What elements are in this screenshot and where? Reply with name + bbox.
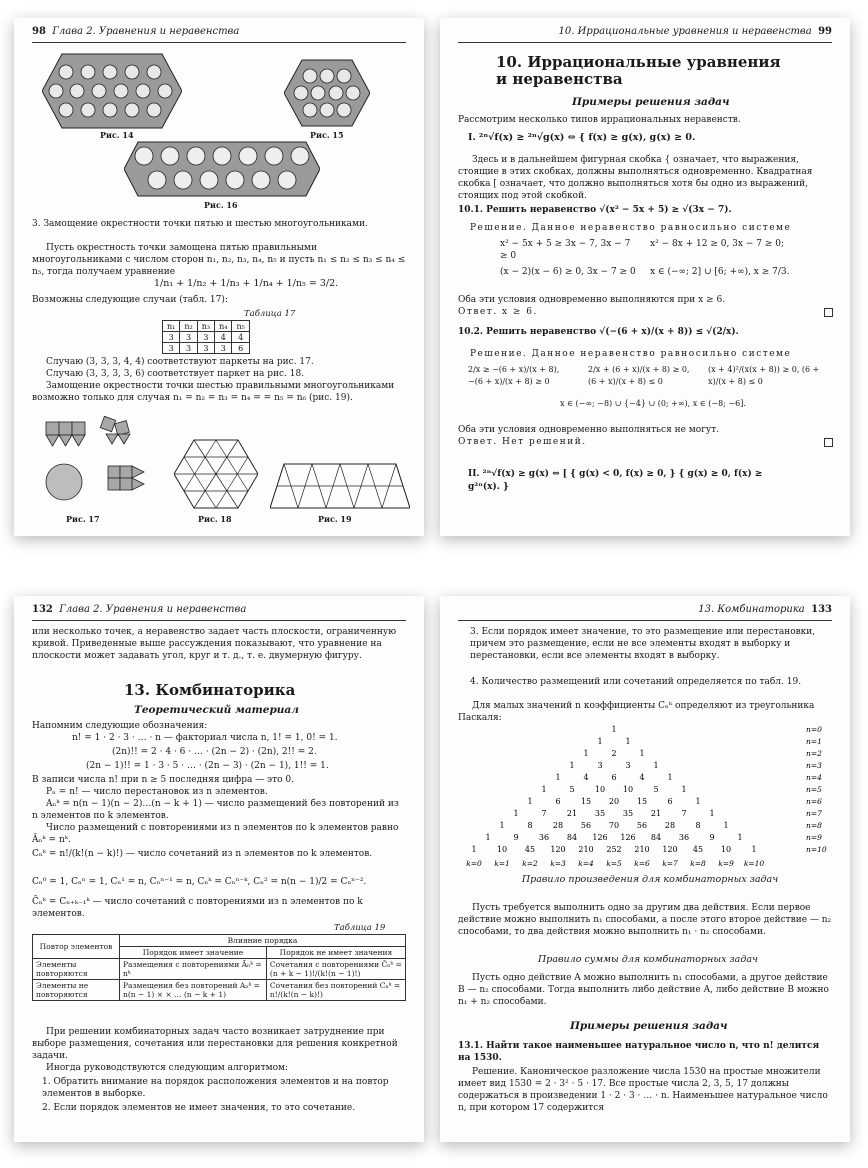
table-header-row [163, 321, 250, 332]
pascal-value: 1 [611, 725, 617, 734]
table-caption: Таблица 19 [334, 923, 386, 933]
pascal-value: 15 [580, 797, 592, 806]
pascal-value: 28 [664, 821, 676, 830]
page-number: 132 [32, 604, 53, 615]
table-cell: Сочетания с повторениями C̄ₙᵏ = (n + k − 1)!/(k!(n − 1)!) [266, 959, 405, 980]
pascal-column-label: k=10 [743, 859, 765, 868]
paragraph: Случаю (3, 3, 3, 4, 4) соответствуют паркеты на рис. 17. [46, 357, 314, 367]
pascal-value: 4 [583, 773, 589, 782]
paragraph: 3. Замощение окрестности точки пятью и шестью многоугольниками. [32, 219, 368, 229]
pascal-row-label: n=5 [806, 785, 822, 794]
pascal-row-label: n=8 [806, 821, 822, 830]
answer: Ответ. x ≥ 6. [458, 307, 538, 317]
chapter-title: 13. Комбинаторика [698, 604, 805, 615]
paragraph: Оба эти условия одновременно выполняются при x ≥ 6. [458, 295, 726, 305]
pascal-value: 8 [695, 821, 701, 830]
pascal-value: 1 [709, 809, 715, 818]
pascal-row-label: n=7 [806, 809, 822, 818]
table-cell: 3 [215, 343, 232, 354]
pascal-value: 6 [555, 797, 561, 806]
pascal-column-label: k=4 [578, 859, 594, 868]
pascal-row-label: n=2 [806, 749, 822, 758]
pascal-column-label: k=6 [634, 859, 650, 868]
figure-16-caption: Рис. 16 [204, 200, 238, 210]
subsection-title: Правило произведения для комбинаторных задач [521, 874, 779, 885]
subsection-title: Теоретический материал [134, 704, 299, 716]
system-step: (x + 4)²/(x(x + 8)) ≥ 0, (6 + x)/(x + 8) ≤ 0 [708, 365, 820, 386]
table-header-cell: Порядок не имеет значения [266, 947, 405, 959]
pascal-value: 1 [597, 737, 603, 746]
pascal-value: 1 [625, 737, 631, 746]
section-title: 10. Иррациональные уравнения и неравенства [496, 53, 781, 88]
pascal-value: 5 [569, 785, 575, 794]
pascal-value: 126 [620, 833, 636, 842]
pascal-value: 70 [608, 821, 620, 830]
page-133 [440, 596, 850, 1142]
paragraph: Pₙ = n! — число перестановок из n элементов. [46, 787, 268, 797]
pascal-column-label: k=8 [690, 859, 706, 868]
formula-type-I: I. ²ⁿ√f(x) ≥ ²ⁿ√g(x) ⇔ { f(x) ≥ g(x), g(x) ≥ 0. [468, 132, 696, 143]
figure-16-tiling [124, 140, 320, 198]
paragraph: В записи числа n! при n ≥ 5 последняя цифра — это 0. [32, 775, 294, 785]
end-of-proof-icon [824, 438, 833, 447]
pascal-value: 1 [471, 845, 477, 854]
page-header [458, 604, 832, 621]
figure-17-tiling [42, 416, 160, 508]
pascal-value: 1 [541, 785, 547, 794]
pascal-column-label: k=0 [466, 859, 482, 868]
pascal-value: 6 [667, 797, 673, 806]
pascal-value: 84 [650, 833, 662, 842]
paragraph: Оба эти условия одновременно выполняться не могут. [458, 425, 720, 435]
pascal-row-label: n=10 [806, 845, 827, 854]
page-132 [14, 596, 424, 1142]
table-header-cell: n₂ [180, 321, 197, 332]
paragraph: Здесь и в дальнейшем фигурная скобка { означает, что выражения, стоящие в этих скобках, должны выполняться одновременно. Квадратная скобка [ означает, что должно выполняться хотя бы одно из выражений, стоящих под этой скобкой. [458, 155, 813, 201]
pascal-value: 9 [709, 833, 715, 842]
pascal-triangle [454, 724, 834, 868]
pascal-value: 252 [606, 845, 622, 854]
pascal-value: 20 [608, 797, 620, 806]
pascal-row-label: n=3 [806, 761, 822, 770]
pascal-value: 1 [667, 773, 673, 782]
table-cell: 3 [180, 343, 197, 354]
paragraph: Решение. Каноническое разложение числа 1530 на простые множители имеет вид 1530 = 2 · 3² · 5 · 17. Все простые числа 2, 3, 5, 17 должны содержаться в произведении 1 · 2 · 3 · … · n. Наименьшее натуральное число n, при котором 17 содержится [458, 1067, 828, 1113]
pascal-value: 1 [737, 833, 743, 842]
pascal-value: 3 [597, 761, 603, 770]
pascal-value: 1 [569, 761, 575, 770]
pascal-value: 1 [555, 773, 561, 782]
list-item: 1. Обратить внимание на порядок расположения элементов и на повтор элементов в выборке. [42, 1077, 389, 1099]
pascal-value: 120 [662, 845, 678, 854]
table-cell: 3 [180, 332, 197, 343]
system-step: x ∈ (−∞; −8) ∪ {−4} ∪ (0; +∞), x ∈ (−8; −6]. [560, 399, 746, 408]
formula: (2n − 1)!! = 1 · 3 · 5 · … · (2n − 3) · (2n − 1), 1!! = 1. [86, 761, 329, 771]
list-item: 3. Если порядок имеет значение, то это размещение или перестановки, причем это размещение, если не все элементы входят в выборку и перестановки, если все элементы входят в выборку. [470, 627, 816, 661]
page-header [32, 604, 406, 621]
page-98 [14, 18, 424, 536]
list-item: 4. Количество размещений или сочетаний определяется по табл. 19. [470, 677, 802, 687]
pascal-value: 36 [538, 833, 550, 842]
table-header-cell: n₁ [163, 321, 180, 332]
pascal-value: 45 [692, 845, 704, 854]
subsection-title: Правило суммы для комбинаторных задач [538, 954, 758, 965]
figure-14-caption: Рис. 14 [100, 130, 134, 140]
pascal-value: 2 [611, 749, 617, 758]
pascal-column-label: k=7 [662, 859, 678, 868]
paragraph: Случаю (3, 3, 3, 3, 6) соответствует паркет на рис. 18. [46, 369, 305, 379]
formula: n! = 1 · 2 · 3 · … · n — факториал числа n, 1! = 1, 0! = 1. [72, 733, 338, 743]
subsection-title: Примеры решения задач [572, 96, 730, 108]
page-99 [440, 18, 850, 536]
table-17 [162, 320, 250, 354]
figure-19-tiling [270, 462, 410, 510]
pascal-value: 8 [527, 821, 533, 830]
paragraph: Замощение окрестности точки шестью правильными многоугольниками возможно только для случая n₁ = n₂ = n₃ = n₄ = = n₅ = n₆ (рис. 19). [32, 381, 395, 403]
pascal-value: 1 [485, 833, 491, 842]
pascal-row-label: n=9 [806, 833, 822, 842]
table-cell: Элементы повторяются [33, 959, 120, 980]
pascal-value: 10 [594, 785, 606, 794]
figure-15-caption: Рис. 15 [310, 130, 344, 140]
figure-14-tiling [42, 52, 182, 130]
pascal-row-label: n=6 [806, 797, 822, 806]
table-cell: 3 [197, 343, 214, 354]
table-cell: Размещения без повторений Aₙᵏ = n(n − 1) × × … (n − k + 1) [120, 980, 267, 1001]
pascal-value: 35 [594, 809, 606, 818]
pascal-value: 120 [550, 845, 566, 854]
pascal-value: 1 [723, 821, 729, 830]
table-cell: 4 [232, 332, 249, 343]
table-header-cell: n₃ [197, 321, 214, 332]
pascal-value: 4 [639, 773, 645, 782]
pascal-value: 1 [695, 797, 701, 806]
system-step: x² − 8x + 12 ≥ 0, 3x − 7 ≥ 0; [650, 239, 784, 249]
pascal-value: 7 [681, 809, 687, 818]
system-step: (x − 2)(x − 6) ≥ 0, 3x − 7 ≥ 0 [500, 267, 636, 277]
table-caption: Таблица 17 [244, 309, 296, 319]
pascal-value: 10 [496, 845, 508, 854]
table-row [33, 959, 406, 980]
pascal-value: 210 [634, 845, 650, 854]
chapter-title: 10. Иррациональные уравнения и неравенства [558, 26, 812, 37]
formula: (2n)!! = 2 · 4 · 6 · … · (2n − 2) · (2n), 2!! = 2. [112, 747, 317, 757]
figure-17-caption: Рис. 17 [66, 514, 100, 524]
pascal-value: 3 [625, 761, 631, 770]
system-step: x² − 5x + 5 ≥ 3x − 7, 3x − 7 ≥ 0 [500, 239, 631, 261]
figure-18-tiling [174, 438, 258, 510]
answer: Ответ. Нет решений. [458, 437, 587, 447]
pascal-value: 1 [751, 845, 757, 854]
page-number: 99 [818, 26, 832, 37]
paragraph: C̄ₙᵏ = Cₙ₊ₖ₋₁ᵏ — число сочетаний с повторениями из n элементов по k элементов. [32, 897, 363, 919]
pascal-value: 56 [580, 821, 592, 830]
system-step: 2/x + (6 + x)/(x + 8) ≥ 0, (6 + x)/(x + 8) ≤ 0 [588, 365, 690, 386]
pascal-column-label: k=9 [718, 859, 734, 868]
pascal-column-label: k=5 [606, 859, 622, 868]
table-cell: Сочетания без повторений Cₙᵏ = n!/(k!(n − k)!) [266, 980, 405, 1001]
paragraph: Пусть одно действие A можно выполнить n₁ способами, а другое действие B — n₂ способами. Тогда выполнить либо действие A, либо действие B можно n₁ + n₂ способами. [458, 973, 829, 1007]
paragraph: Число размещений с повторениями из n элементов по k элементов равно Āₙᵏ = nᵏ. [32, 823, 399, 845]
page-number: 98 [32, 26, 46, 37]
pascal-row-label: n=0 [806, 725, 822, 734]
figure-18-caption: Рис. 18 [198, 514, 232, 524]
pascal-column-label: k=1 [494, 859, 510, 868]
pascal-value: 5 [653, 785, 659, 794]
formula-type-II: II. ²ⁿ√f(x) ≥ g(x) ⇔ [ { g(x) < 0, f(x) ≥ 0, } { g(x) ≥ 0, f(x) ≥ g²ⁿ(x). } [468, 469, 763, 492]
table-cell: 6 [232, 343, 249, 354]
table-header-cell: n₄ [215, 321, 232, 332]
paragraph: Для малых значений n коэффициенты Cₙᵏ определяют из треугольника Паскаля: [458, 701, 815, 723]
pascal-value: 1 [527, 797, 533, 806]
paragraph: Иногда руководствуются следующим алгоритмом: [46, 1063, 289, 1073]
pascal-value: 7 [541, 809, 547, 818]
paragraph: Пусть окрестность точки замощена пятью правильными многоугольниками с числом сторон n₁, n₂, n₃, n₄, n₅ и пусть n₁ ≤ n₂ ≤ n₃ ≤ n₄ ≤ n₅, тогда получаем уравнение [32, 243, 406, 277]
paragraph: или несколько точек, а неравенство задает часть плоскости, ограниченную кривой. Приведенные выше рассуждения показывают, что уравнение на плоскости может задавать угол, круг и т. д., т. е. двумерную фигуру. [32, 627, 397, 661]
pascal-value: 9 [513, 833, 519, 842]
page-header [32, 26, 406, 43]
table-cell: 3 [197, 332, 214, 343]
pascal-column-label: k=2 [522, 859, 538, 868]
problem-13-1: 13.1. Найти такое наименьшее натуральное число n, что n! делится на 1530. [458, 1041, 820, 1063]
pascal-value: 15 [636, 797, 648, 806]
table-row [33, 980, 406, 1001]
paragraph: Cₙ⁰ = 1, Cₙⁿ = 1, Cₙ¹ = n, Cₙⁿ⁻¹ = n, Cₙᵏ = Cₙⁿ⁻ᵏ, Cₙ² = n(n − 1)/2 = Cₙⁿ⁻². [32, 877, 367, 887]
table-cell: Размещения с повторениями Āₙᵏ = nᵏ [120, 959, 267, 980]
system-step: 2/x ≥ −(6 + x)/(x + 8), −(6 + x)/(x + 8) ≥ 0 [468, 365, 560, 386]
table-cell: 4 [215, 332, 232, 343]
table-19 [32, 934, 406, 1001]
table-row [33, 935, 406, 947]
pascal-value: 10 [622, 785, 634, 794]
pascal-value: 84 [566, 833, 578, 842]
paragraph: Рассмотрим несколько типов иррациональных неравенств. [458, 115, 741, 125]
pascal-value: 126 [592, 833, 608, 842]
pascal-value: 6 [611, 773, 617, 782]
pascal-value: 1 [499, 821, 505, 830]
pascal-column-label: k=3 [550, 859, 566, 868]
table-cell: 3 [163, 332, 180, 343]
table-row [163, 332, 250, 343]
solution-label: Решение. Данное неравенство равносильно системе [470, 349, 792, 359]
table-row [163, 343, 250, 354]
pascal-value: 36 [678, 833, 690, 842]
page-number: 133 [811, 604, 832, 615]
table-cell: 3 [163, 343, 180, 354]
paragraph: Aₙᵏ = n(n − 1)(n − 2)…(n − k + 1) — число размещений без повторений из n элементов по k элементов. [32, 799, 399, 821]
figure-19-caption: Рис. 19 [318, 514, 352, 524]
pascal-value: 210 [578, 845, 594, 854]
page-header [458, 26, 832, 43]
chapter-title: Глава 2. Уравнения и неравенства [52, 26, 240, 37]
paragraph: Напомним следующие обозначения: [32, 721, 208, 731]
pascal-value: 1 [583, 749, 589, 758]
pascal-value: 21 [650, 809, 662, 818]
problem-10-2: 10.2. Решить неравенство √(−(6 + x)/(x + 8)) ≤ √(2/x). [458, 327, 739, 337]
chapter-title: Глава 2. Уравнения и неравенства [59, 604, 247, 615]
pascal-value: 21 [566, 809, 578, 818]
subsection-title: Примеры решения задач [570, 1020, 728, 1032]
table-header-cell: Влияние порядка [120, 935, 406, 947]
pascal-value: 45 [524, 845, 536, 854]
pascal-value: 1 [653, 761, 659, 770]
paragraph: Cₙᵏ = n!/(k!(n − k)!) — число сочетаний из n элементов по k элементов. [32, 849, 373, 859]
problem-10-1: 10.1. Решить неравенство √(x² − 5x + 5) ≥ √(3x − 7). [458, 205, 732, 215]
pascal-row-label: n=4 [806, 773, 822, 782]
end-of-proof-icon [824, 308, 833, 317]
pascal-value: 28 [552, 821, 564, 830]
equation: 1/n₁ + 1/n₂ + 1/n₃ + 1/n₄ + 1/n₅ = 3/2. [154, 278, 339, 289]
section-title: 13. Комбинаторика [124, 681, 296, 699]
table-header-cell: Порядок имеет значение [120, 947, 267, 959]
figure-15-tiling [284, 58, 370, 128]
pascal-value: 56 [636, 821, 648, 830]
system-step: x ∈ (−∞; 2] ∪ [6; +∞), x ≥ 7/3. [650, 267, 790, 277]
pascal-value: 35 [622, 809, 634, 818]
pascal-row-label: n=1 [806, 737, 822, 746]
table-header-cell: n₅ [232, 321, 249, 332]
paragraph: Возможны следующие случаи (табл. 17): [32, 295, 228, 305]
list-item: 2. Если порядок элементов не имеет значения, то это сочетание. [42, 1103, 356, 1113]
paragraph: При решении комбинаторных задач часто возникает затруднение при выборе размещения, сочетания или перестановки для решения конкретной задачи. [32, 1027, 398, 1061]
pascal-value: 1 [681, 785, 687, 794]
pascal-value: 10 [720, 845, 732, 854]
pascal-value: 1 [639, 749, 645, 758]
table-header-cell: Повтор элементов [33, 935, 120, 959]
table-cell: Элементы не повторяются [33, 980, 120, 1001]
paragraph: Пусть требуется выполнить одно за другим два действия. Если первое действие можно выполнить n₁ способами, а после этого второе действие — n₂ способами, то два действия можно выполнить n₁ · n₂ способами. [458, 903, 832, 937]
solution-label: Решение. Данное неравенство равносильно системе [470, 223, 792, 233]
pascal-value: 1 [513, 809, 519, 818]
